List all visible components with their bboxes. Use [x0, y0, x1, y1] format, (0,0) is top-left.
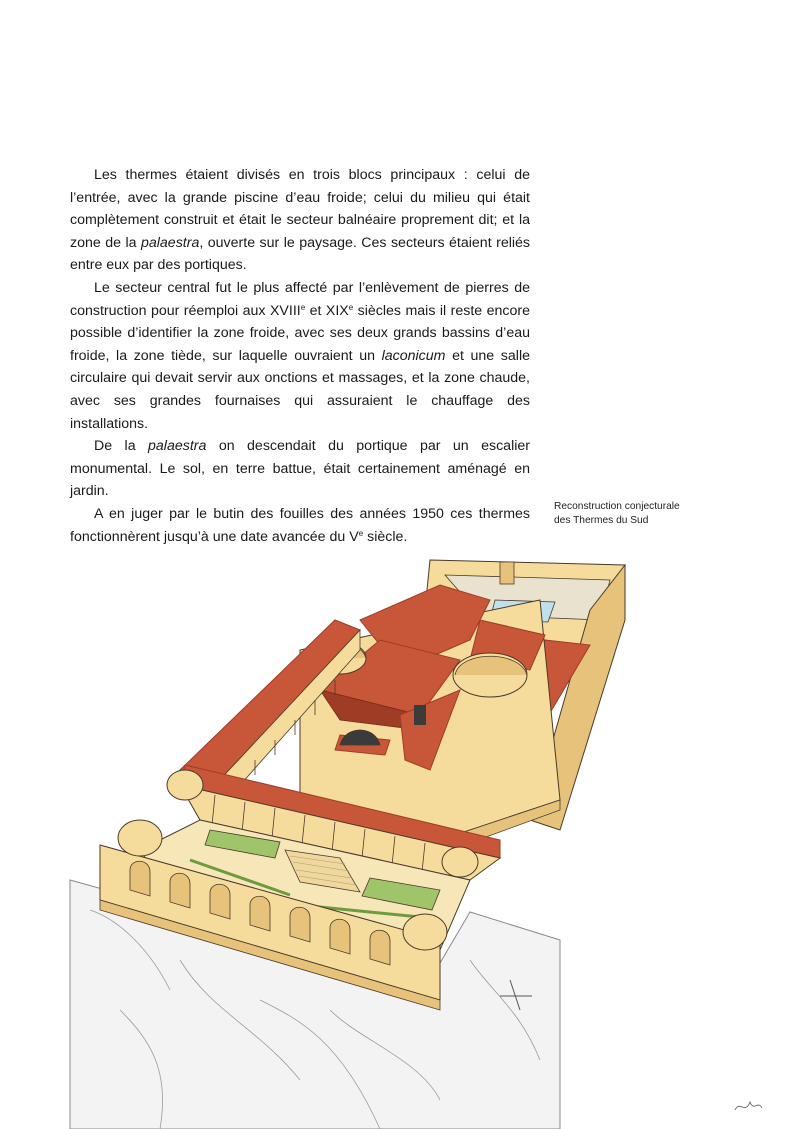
figure-caption — [554, 500, 754, 528]
paragraph-1: Les thermes étaient divisés en trois blocs principaux : celui de l’entrée, avec la grande piscine d’eau froide; celui du milieu qui était complètement construit et était le secteur balnéaire proprement dit; et la zone de la palaestra, ouverte sur le paysage. Ces secteurs étaient reliés entre eux par des portiques. — [70, 167, 530, 274]
apse-left — [118, 820, 162, 856]
roman-baths-reconstruction-icon — [0, 540, 800, 1129]
body-text — [70, 164, 530, 548]
caption-line-1: Reconstruction conjecturale — [554, 501, 680, 512]
paragraph-2: Le secteur central fut le plus affecté par l’enlèvement de pierres de construction pour réemploi aux XVIIIe et XIXe siècles mais il reste encore possible d’identifier la zone froide, avec ses deux grands bassins d’eau froide, la zone tiède, sur laquelle ouvraient un laconicum et une salle circulaire qui devait servir aux onctions et massages, et la zone chaude, avec ses grandes fournaises qui assuraient le chauffage des installations. — [70, 279, 530, 432]
apse-right — [442, 847, 478, 877]
paragraph-4: A en juger par le butin des fouilles des années 1950 ces thermes fonctionnèrent jusqu’à une date avancée du Ve siècle. — [70, 505, 530, 545]
artist-signature — [735, 1102, 762, 1110]
caption-line-2: des Thermes du Sud — [554, 515, 649, 526]
paragraph-3: De la palaestra on descendait du portique par un escalier monumental. Le sol, en terre battue, était certainement aménagé en jardin. — [70, 438, 530, 500]
apse-front — [403, 914, 447, 950]
